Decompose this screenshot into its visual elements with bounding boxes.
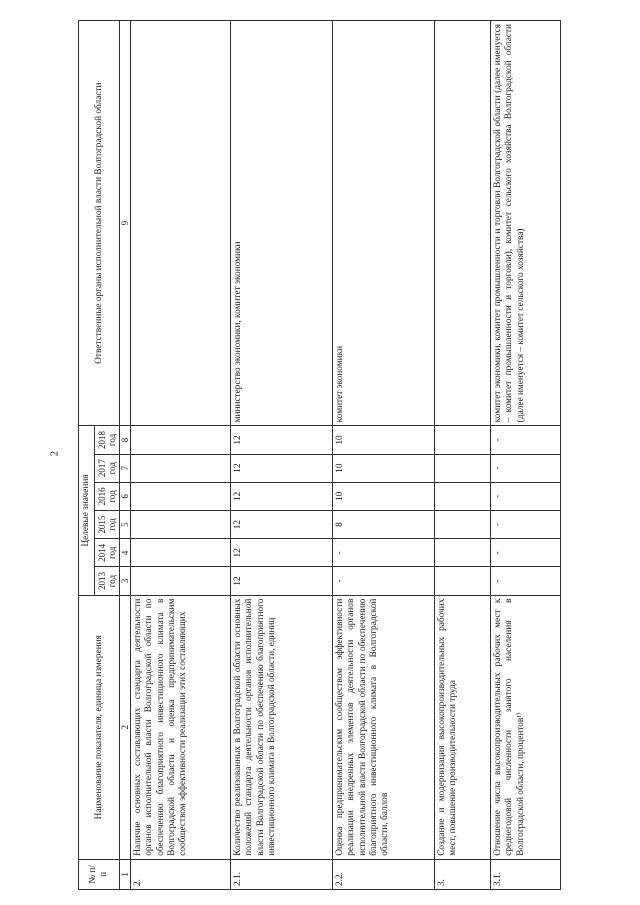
value-2016 [435,482,491,510]
value-2013: 12 [231,567,333,595]
value-2018 [131,426,231,454]
header-year: 2013 год [95,567,120,595]
header-row-1 [79,21,95,890]
column-index: 8 [120,426,131,454]
indicators-table [78,20,561,890]
value-2017: 12 [231,454,333,482]
value-2014: - [333,539,435,567]
column-index: 6 [120,482,131,510]
row-number: 2.2. [333,859,435,889]
header-year: 2017 год [95,454,120,482]
table-row [435,21,491,890]
header-year: 2015 год [95,510,120,538]
indicator-name: Наличие основных составляющих стандарта деятельности органов исполнительной власти Волгоградской области по обеспечению благоприятного инвестиционного климата в Волгоградской области и оценка предпринимательским сообществом эффективности реализации этих составляющих [131,595,231,859]
column-index: 3 [120,567,131,595]
value-2015 [131,510,231,538]
indicator-name: Создание и модернизация высокопроизводительных рабочих мест, повышение производительности труда [435,595,491,859]
table-row [131,21,231,890]
value-2018: 10 [333,426,435,454]
column-index: 4 [120,539,131,567]
value-2014 [435,539,491,567]
value-2018: 12 [231,426,333,454]
row-number: 2.1. [231,859,333,889]
indicator-name: Отношение числа высокопроизводительных рабочих мест к среднегодовой численности занятого населения в Волгоградской области, процентов¹⁾ [491,595,561,859]
value-2015: - [491,510,561,538]
value-2013: - [491,567,561,595]
value-2016: 10 [333,482,435,510]
responsible-body [131,21,231,426]
responsible-body: комитет экономики [333,21,435,426]
value-2016: - [491,482,561,510]
row-number: 2. [131,859,231,889]
table-row [231,21,333,890]
value-2015: 12 [231,510,333,538]
header-responsible: Ответственные органы исполнительной власти Волгоградской области [79,21,120,426]
row-number: 3. [435,859,491,889]
value-2014: - [491,539,561,567]
indicator-name: Оценка предпринимательским сообществом эффективности реализации внедренных элементов деятельности органов исполнительной власти Волгоградской области по обеспечению благоприятного инвестиционного климата в Волгоградской области, баллов [333,595,435,859]
value-2017: 10 [333,454,435,482]
row-number: 3.1. [491,859,561,889]
value-2018 [435,426,491,454]
value-2013: - [333,567,435,595]
rotated-table-container [78,20,588,890]
indicator-name: Количество реализованных в Волгоградской области основных положений стандарта деятельности органов исполнительной власти Волгоградской области по обеспечению благоприятного инвестиционного климата в Волгоградской области, единиц [231,595,333,859]
responsible-body [435,21,491,426]
header-name: Наименование показателя, единица измерения [79,595,120,859]
value-2018: - [491,426,561,454]
header-target-values: Целевые значения [79,426,95,595]
table-row [491,21,561,890]
value-2014: 12 [231,539,333,567]
table-row [333,21,435,890]
value-2017: - [491,454,561,482]
column-index-row [120,21,131,890]
value-2013 [131,567,231,595]
header-year: 2016 год [95,482,120,510]
value-2016 [131,482,231,510]
header-year: 2014 год [95,539,120,567]
column-index: 5 [120,510,131,538]
value-2015: 8 [333,510,435,538]
responsible-body: министерство экономики, комитет экономики [231,21,333,426]
column-index: 1 [120,859,131,889]
value-2015 [435,510,491,538]
column-index: 2 [120,595,131,859]
header-no: № п/п [79,859,120,889]
column-index: 7 [120,454,131,482]
value-2014 [131,539,231,567]
value-2017 [131,454,231,482]
responsible-body: комитет экономики, комитет промышленности и торговли Волгоградской области (далее именуется – комитет промышленности и торговли), комитет сельского хозяйства Волгоградской области (далее именуется – комитет сельского хозяйства) [491,21,561,426]
value-2017 [435,454,491,482]
header-year: 2018 год [95,426,120,454]
column-index: 9 [120,21,131,426]
value-2013 [435,567,491,595]
value-2016: 12 [231,482,333,510]
page-number: 2 [49,450,61,457]
